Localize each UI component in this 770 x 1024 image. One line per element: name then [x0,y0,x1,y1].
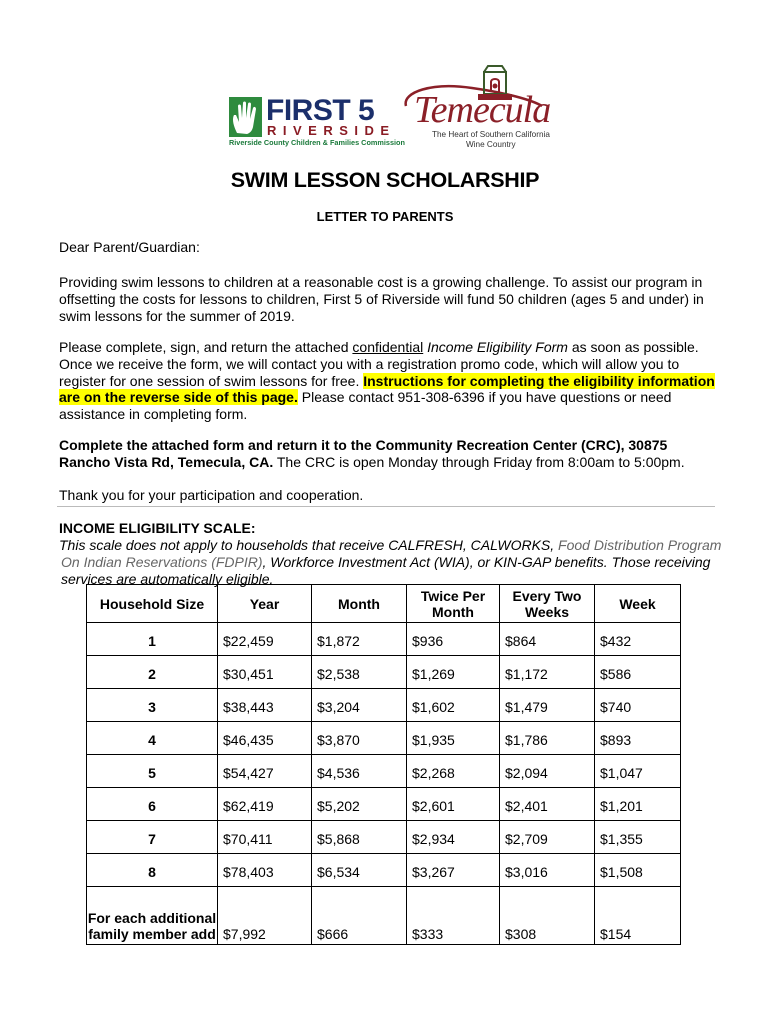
column-header: Year [218,585,312,623]
temecula-logo [392,62,552,152]
month-cell: $1,872 [312,623,407,656]
week-cell: $893 [595,722,681,755]
twice-per-month-cell: $2,601 [407,788,500,821]
table-row [87,722,681,755]
twice-per-month-cell: $333 [407,887,500,945]
income-eligibility-form-text: Income Eligibility Form [427,339,568,355]
household-size-cell: 7 [87,821,218,854]
first5-commission-name: Riverside County Children & Families Commission [229,138,405,147]
every-two-weeks-cell: $3,016 [500,854,595,887]
intro-line: Providing swim lessons to children at a reasonable cost is a growing challenge. To assist our program in [59,274,703,290]
scale-note-line [59,554,729,571]
highlighted-instructions: are on the reverse side of this page. [59,389,298,405]
household-size-cell: 8 [87,854,218,887]
table-row [87,821,681,854]
temecula-tagline: The Heart of Southern California [432,130,550,139]
table-row [87,656,681,689]
hand-icon [229,97,262,137]
instructions-line [59,373,729,390]
twice-per-month-cell: $3,267 [407,854,500,887]
month-cell: $666 [312,887,407,945]
year-cell: $38,443 [218,689,312,722]
salutation: Dear Parent/Guardian: [59,239,200,255]
instructions-line [59,389,729,406]
thank-you-text: Thank you for your participation and cooperation. [59,487,364,503]
confidential-text: confidential [352,339,424,355]
divider [57,506,715,507]
every-two-weeks-cell: $864 [500,623,595,656]
page-title: SWIM LESSON SCHOLARSHIP [230,168,540,192]
year-cell: $78,403 [218,854,312,887]
table-row [87,623,681,656]
crc-address: Rancho Vista Rd, Temecula, CA. [59,454,274,470]
week-cell: $1,355 [595,821,681,854]
column-header: Every Two Weeks [500,585,595,623]
household-size-cell: 6 [87,788,218,821]
twice-per-month-cell: $2,934 [407,821,500,854]
household-size-cell: 1 [87,623,218,656]
twice-per-month-cell: $936 [407,623,500,656]
instructions-line: Once we receive the form, we will contact you with a registration promo code, which will allow you to [59,356,680,372]
month-cell: $3,204 [312,689,407,722]
household-size-cell: 2 [87,656,218,689]
household-size-cell: 3 [87,689,218,722]
every-two-weeks-cell: $2,094 [500,755,595,788]
every-two-weeks-cell: $2,709 [500,821,595,854]
twice-per-month-cell: $1,269 [407,656,500,689]
instructions-line: assistance in completing form. [59,406,248,422]
every-two-weeks-cell: $1,786 [500,722,595,755]
scale-note-grey: On Indian Reservations (FDPIR) [61,554,263,570]
every-two-weeks-cell: $308 [500,887,595,945]
week-cell: $1,201 [595,788,681,821]
table-row [87,788,681,821]
highlighted-instructions: Instructions for completing the eligibility information [363,373,715,389]
twice-per-month-cell: $1,602 [407,689,500,722]
instructions-line [59,339,729,356]
week-cell: $432 [595,623,681,656]
column-header: Twice Per Month [407,585,500,623]
year-cell: $22,459 [218,623,312,656]
every-two-weeks-cell: $2,401 [500,788,595,821]
column-header: Month [312,585,407,623]
month-cell: $4,536 [312,755,407,788]
temecula-wordmark: Temecula [414,89,551,131]
first5-wordmark: FIRST 5 [266,94,375,127]
twice-per-month-cell: $2,268 [407,755,500,788]
intro-line: offsetting the costs for lessons to children, First 5 of Riverside will fund 50 children (ages 5 and under) in [59,291,704,307]
week-cell: $154 [595,887,681,945]
month-cell: $6,534 [312,854,407,887]
year-cell: $46,435 [218,722,312,755]
week-cell: $740 [595,689,681,722]
month-cell: $2,538 [312,656,407,689]
intro-line: swim lessons for the summer of 2019. [59,308,295,324]
page-subtitle: LETTER TO PARENTS [316,209,454,224]
riverside-wordmark: RIVERSIDE [267,123,396,138]
household-size-cell: For each additional family member add [87,887,218,945]
twice-per-month-cell: $1,935 [407,722,500,755]
month-cell: $5,202 [312,788,407,821]
household-size-cell: 4 [87,722,218,755]
temecula-tagline-wine: Wine Country [466,140,516,149]
year-cell: $62,419 [218,788,312,821]
column-header: Week [595,585,681,623]
scale-note [59,537,729,588]
instructions-text: Please complete, sign, and return the attached [59,339,353,355]
week-cell: $1,047 [595,755,681,788]
income-eligibility-table [86,584,681,945]
scale-note-text: This scale does not apply to households that receive CALFRESH, CALWORKS, [59,537,559,553]
month-cell: $5,868 [312,821,407,854]
crc-line [59,454,729,471]
column-header: Household Size [87,585,218,623]
scale-note-grey: Food Distribution Program [558,537,722,553]
year-cell: $30,451 [218,656,312,689]
month-cell: $3,870 [312,722,407,755]
household-size-cell: 5 [87,755,218,788]
crc-hours: The CRC is open Monday through Friday from 8:00am to 5:00pm. [273,454,685,470]
instructions-text: as soon as possible. [567,339,699,355]
crc-line: Complete the attached form and return it to the Community Recreation Center (CRC), 30875 [59,437,668,453]
table-row [87,854,681,887]
table-row [87,689,681,722]
table-row [87,755,681,788]
instructions-text: register for one session of swim lessons for free. [59,373,364,389]
scale-note-text: , Workforce Investment Act (WIA), or KIN-GAP benefits. Those receiving [262,554,711,570]
year-cell: $70,411 [218,821,312,854]
scale-heading: INCOME ELIGIBILITY SCALE: [59,520,256,536]
instructions-text: Please contact 951-308-6396 if you have questions or need [297,389,672,405]
every-two-weeks-cell: $1,479 [500,689,595,722]
week-cell: $1,508 [595,854,681,887]
year-cell: $7,992 [218,887,312,945]
every-two-weeks-cell: $1,172 [500,656,595,689]
table-row-additional-member [87,887,681,945]
scale-note-text: services are automatically eligible. [61,571,274,587]
first5-riverside-logo [229,94,405,147]
week-cell: $586 [595,656,681,689]
table-header-row [87,585,681,623]
year-cell: $54,427 [218,755,312,788]
